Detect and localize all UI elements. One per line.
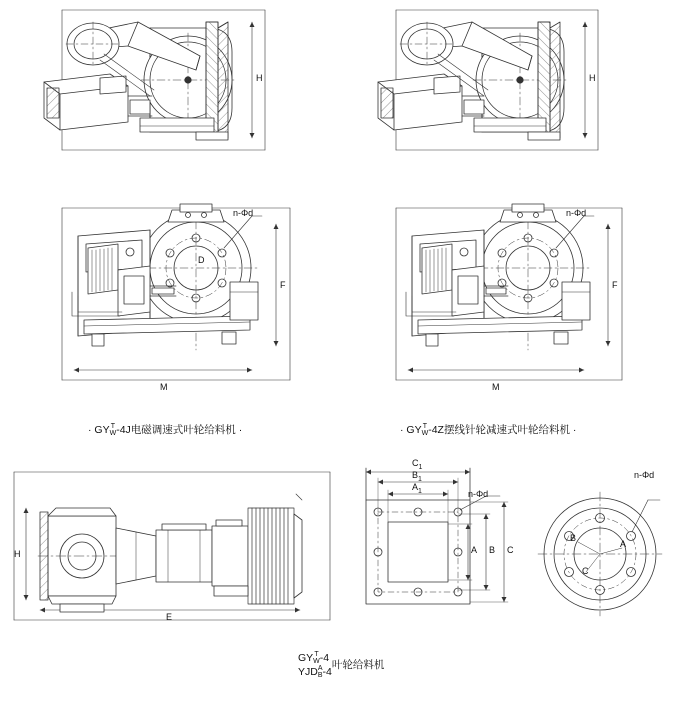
top-right-assembly-view (378, 10, 598, 150)
label-mid-left-holes: n-Φd (233, 208, 254, 218)
caption-left: · GY T W -4J电磁调速式叶轮给料机 · (88, 423, 243, 438)
label-flange-B1: $B_1$ (412, 470, 422, 483)
bottom-left-elevation-view (14, 472, 330, 620)
mid-left-plan-view (62, 204, 290, 380)
label-mid-left-D: D (198, 255, 205, 265)
label-round-flange-B: B (570, 533, 577, 543)
label-round-flange-holes: n-Φd (634, 470, 655, 480)
label-flange-square-holes: n-Φd (468, 489, 489, 499)
label-round-flange-C: C (582, 566, 589, 576)
label-round-flange-A: A (620, 539, 627, 549)
caption-bottom: GY T W -4 YJD A B -4 叶轮给料机 (298, 651, 385, 679)
label-flange-B: B (489, 545, 496, 555)
mid-right-plan-view (396, 204, 622, 380)
top-left-assembly-view (44, 10, 265, 150)
label-bottom-left-H: H (14, 549, 21, 559)
label-flange-C1: $C_1$ (412, 458, 423, 471)
label-top-right-H: H (589, 73, 596, 83)
label-mid-right-holes: n-Φd (566, 208, 587, 218)
label-mid-left-M: M (160, 382, 168, 392)
round-flange-view (538, 492, 662, 616)
label-mid-right-F: F (612, 280, 618, 290)
label-flange-A: A (471, 545, 478, 555)
label-bottom-left-E: E (166, 612, 173, 622)
label-mid-right-M: M (492, 382, 500, 392)
caption-right: · GY T W -4Z摆线针轮减速式叶轮给料机 · (400, 423, 577, 438)
label-mid-left-F: F (280, 280, 286, 290)
label-flange-A1: $A_1$ (412, 482, 422, 495)
label-top-left-H: H (256, 73, 263, 83)
label-flange-C: C (507, 545, 514, 555)
